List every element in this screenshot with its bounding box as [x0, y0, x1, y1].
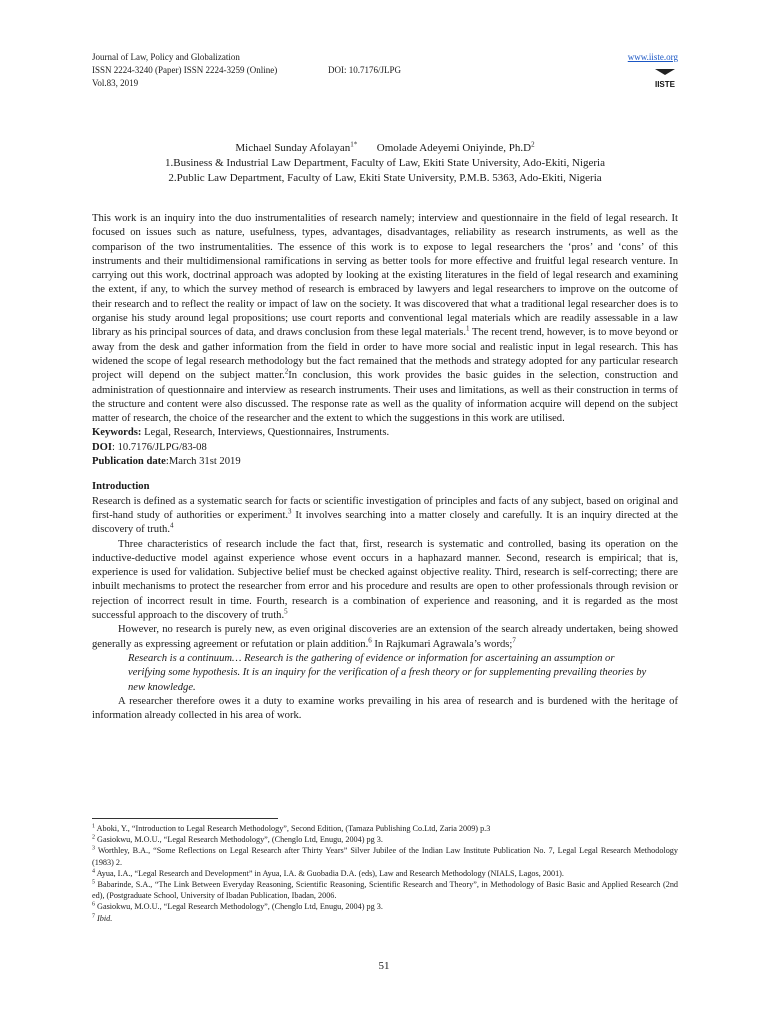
journal-header [92, 51, 678, 90]
footnote-item: $^4$ Ayua, I.A., “Legal Research and Development” in Ayua, I.A. & Guobadia D.A. (eds), Law and Research Methodology (NIALS, Lagos, 2001). [92, 868, 564, 878]
doi-line: DOI: 10.7176/JLPG/83-08 [92, 441, 207, 453]
footnote-item: $^6$ Gasiokwu, M.O.U., “Legal Research Methodology”, (Chenglo Ltd, Enugu, 2004) pg 3. [92, 901, 383, 912]
author-1-mark: 1* [350, 140, 358, 149]
footnote-item: $^7$ Ibid. [92, 912, 113, 923]
main-text [92, 212, 678, 723]
journal-issn: ISSN 2224-3240 (Paper) ISSN 2224-3259 (Online) [92, 65, 278, 75]
intro-paragraph-1: Research is defined as a systematic search for facts or scientific investigation of principles and facts of any subject, based on original and first-hand study of authorities or experiment.$^3$ It involves searching into a matter closely and carefully. It is an inquiry directed at the discovery of truth.$^4$ [92, 495, 678, 536]
intro-paragraph-2: Three characteristics of research include the fact that, first, research is systematic and controlled, basing its operation on the inductive-deductive model against experience whose event occurs in a haphazard manner. Second, research is empirical; that is, experience is used for validation. Subjective belief must be checked against objective reality. Third, research is self-correcting; there are inbuilt mechanisms to protect the researcher from error and his procedure and results are open to other professionals through revision or rejection of incorrect result in time. Fourth, research is a combination of experience and reasoning, and it is regarded as the most successful approach to the discovery of truth.$^5$ [92, 538, 678, 622]
journal-doi: DOI: 10.7176/JLPG [328, 65, 402, 75]
intro-paragraph-3: However, no research is purely new, as even original discoveries are an extension of the search already undertaken, being showed generally as expressing agreement or refutation or plain addition.$^6$ In Rajkumari Agrawala’s words;$^7$ [92, 624, 678, 650]
affiliation-2: 2.Public Law Department, Faculty of Law, Ekiti State University, P.M.B. 5363, Ado-Ekiti, Nigeria [168, 172, 602, 184]
author-2: Omolade Adeyemi Oniyinde, Ph.D [376, 142, 532, 154]
footnote-item: $^2$ Gasiokwu, M.O.U., “Legal Research Methodology”, (Chenglo Ltd, Enugu, 2004) pg 3. [92, 834, 383, 845]
journal-name: Journal of Law, Policy and Globalization [92, 52, 240, 62]
affiliation-1: 1.Business & Industrial Law Department, Faculty of Law, Ekiti State University, Ado-Ekiti, Nigeria [164, 157, 606, 169]
author-1: Michael Sunday Afolayan [235, 142, 351, 154]
intro-paragraph-4: A researcher therefore owes it a duty to examine works prevailing in his area of research and is burdened with the heritage of information already collected in his area of work. [92, 695, 678, 722]
page-number: 51 [378, 960, 390, 972]
footnote-divider [92, 818, 278, 819]
iiste-logo-icon [652, 65, 678, 91]
author-names [92, 141, 678, 156]
keywords-line: Keywords: Legal, Research, Interviews, Questionnaires, Instruments. [92, 427, 390, 439]
author-block [92, 141, 678, 186]
publication-date-line: Publication date:March 31st 2019 [92, 456, 241, 468]
footnotes [92, 823, 678, 924]
journal-volume: Vol.83, 2019 [92, 78, 139, 88]
footnote-item: $^1$ Aboki, Y., “Introduction to Legal Research Methodology”, Second Edition, (Tamaza Publishing Co.Ltd, Zaria 2009) p.3 [92, 823, 491, 833]
block-quote: Research is a continuum… Research is the gathering of evidence or information for ascertaining an assumption or verifying some hypothesis. It is an inquiry for the verification of a fresh theory or for supplementing prevailing theories by new knowledge. [128, 652, 647, 693]
abstract-paragraph: This work is an inquiry into the duo instrumentalities of research namely; interview and questionnaire in the field of legal research. It focused on issues such as nature, usefulness, types, advantages, disadvantages, reliability as research instruments, as well as the comparison of the two instrumentalities. The essence of this work is to expose to legal researchers the ‘pros’ and ‘cons’ of this instruments and their multidimensional ramifications in serving as better tools for more effective and fruitful legal research venture. In carrying out this work, doctrinal approach was adopted by looking at the existing literatures in the field of legal research and examining the extent, if any, to which the survey method of research is embraced by lawyers and legal researchers to improve on the outcome of their research and to reflect the reality or impact of law on the society. It was discovered that what a traditional legal researcher does is to organise his study around legal propositions; use court reports and conventional legal materials which are readily assessable in a law library as his principal sources of data, and draws conclusion from these legal materials.$^1$ The recent trend, however, is to move beyond or away from the desk and gather information from the field in order to have more social and realistic input in legal research. This has widened the scope of legal research methodology but the fact remained that the methods and strategy adopted for any particular research project will depend on the subject matter.$^2$In conclusion, this work provides the basic guides in the selection, construction and administration of questionnaire and interview as research instruments. Their uses and limitations, as well as their construction in terms of the structure and content were also discussed. The response rate as well as the quality of information acquire will depend on the subject matter of research, the choice of the researcher and the extent to which the suggestions in this work are utilised. [92, 213, 678, 425]
logo-text: IISTE [654, 80, 676, 89]
footnote-item: $^5$ Babarinde, S.A., “The Link Between Everyday Reasoning, Scientific Reasoning, Scientific Research and Theory”, in Methodology of Basic Basic and Applied Research (2nd ed), (Postgraduate School, University of Ibadan Publication, Ibadan, 2006. [92, 879, 679, 901]
footnote-item: $^3$ Worthley, B.A., “Some Reflections on Legal Research after Thirty Years” Silver Jubilee of the Indian Law Institute Publication No. 7, Legal Legal Research Methodology (1983) 2. [92, 845, 678, 867]
author-2-mark: 2 [531, 140, 535, 149]
journal-url-link[interactable]: www.iiste.org [627, 52, 678, 62]
section-title-introduction: Introduction [92, 481, 150, 493]
